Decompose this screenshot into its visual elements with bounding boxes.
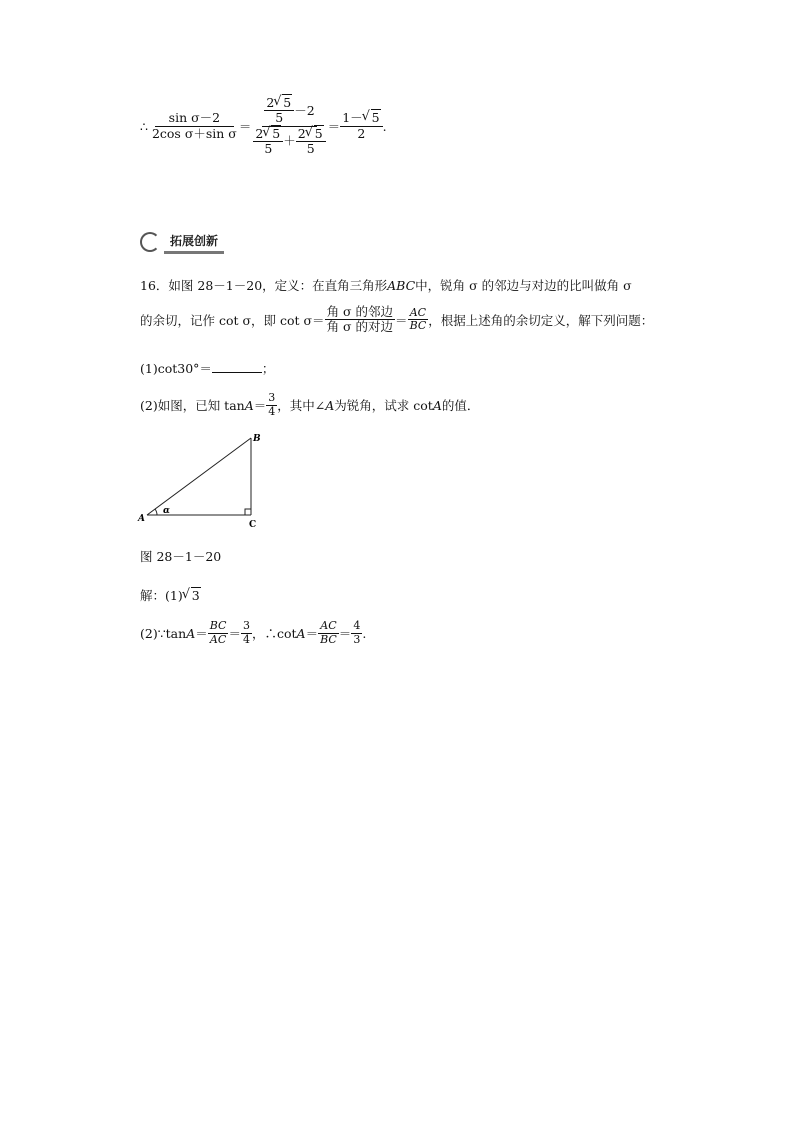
var-a: A (186, 625, 196, 641)
equals: ＝ (305, 626, 319, 642)
ac-over-bc-fraction (318, 620, 339, 646)
lhs-fraction (150, 111, 239, 141)
equals: ＝ (395, 312, 408, 328)
minus-two: －2 (294, 102, 315, 118)
solution-1 (140, 586, 201, 604)
question-1 (140, 359, 274, 377)
section-banner (140, 230, 224, 254)
middle-den-fraction-2 (296, 127, 326, 157)
question-text: ； (261, 361, 275, 376)
sqrt-symbol (183, 588, 201, 603)
frac-num: 3 (268, 391, 276, 404)
question-text: 的值． (441, 398, 480, 414)
rhs-fraction (340, 111, 382, 141)
problem-text: 16．如图 28－1－20，定义：在直角三角形 (140, 278, 388, 293)
middle-compound-fraction (251, 96, 327, 157)
frac-num: BC (209, 619, 227, 632)
bc-over-ac-fraction (208, 620, 229, 646)
question-2 (140, 392, 479, 418)
three-quarters-fraction (266, 392, 277, 418)
section-banner-label: 拓展创新 (164, 230, 224, 254)
equals-2: ＝ (327, 119, 341, 135)
figure-caption: 图 28－1－20 (140, 549, 222, 564)
lhs-denominator: 2cos σ＋sin σ (151, 125, 237, 141)
problem-text: 的余切，记作 cot σ，即 cot σ＝ (140, 312, 325, 328)
problem-text: 中，锐角 σ 的邻边与对边的比叫做角 σ (415, 278, 632, 293)
label-b: B (253, 434, 261, 444)
four-thirds-fraction (351, 620, 362, 646)
middle-num-bottom: 5 (275, 110, 284, 126)
coef: 2 (266, 95, 275, 110)
frac-den: 5 (306, 141, 315, 157)
frac-den: BC (320, 632, 337, 646)
var-a: A (432, 397, 442, 413)
middle-numerator-fraction (264, 96, 294, 126)
definition-fraction (325, 305, 395, 335)
radicand: 3 (191, 588, 200, 603)
question-text: (1)cot30°＝ (140, 361, 212, 376)
frac-num: AC (320, 619, 337, 632)
var-a: A (325, 397, 335, 413)
problem-text: ，根据上述角的余切定义，解下列问题： (428, 312, 654, 328)
triangle-figure (135, 428, 275, 530)
middle-denominator (251, 127, 327, 157)
answer-blank (212, 362, 262, 373)
solution-text: ，∴cot (251, 626, 297, 642)
three-quarters-fraction (241, 620, 252, 646)
frac-den: BC (409, 319, 427, 333)
coef: 2 (297, 125, 306, 141)
frac-num (253, 127, 283, 142)
middle-den-fraction-1 (253, 127, 283, 157)
frac-den: 3 (353, 632, 361, 646)
top-formula (140, 96, 387, 157)
radicand: 5 (314, 125, 323, 141)
period: . (382, 118, 387, 134)
ac-over-bc-fraction (408, 307, 429, 333)
frac-den: 4 (268, 404, 276, 418)
side-ab (147, 438, 251, 515)
frac-num: 4 (353, 619, 361, 632)
sqrt-symbol (274, 96, 292, 110)
angle-arc (155, 509, 157, 515)
var-a: A (296, 625, 306, 641)
equals: ＝ (228, 626, 241, 642)
coef: 2 (255, 125, 264, 141)
solution-2 (140, 620, 366, 646)
label-c: C (249, 520, 257, 530)
radicand: 5 (371, 110, 380, 126)
right-angle-mark (245, 509, 251, 515)
rhs-denominator: 2 (357, 125, 366, 141)
radicand: 5 (272, 125, 281, 141)
problem-line-2 (140, 305, 653, 335)
solution-text: 解：(1) (140, 588, 183, 603)
var-a: A (244, 397, 254, 413)
period: . (362, 625, 367, 641)
problem-line-1 (140, 276, 632, 294)
middle-numerator (262, 96, 316, 127)
sqrt-symbol (263, 127, 281, 141)
question-text: (2)如图，已知 tan (140, 398, 245, 414)
question-text: 为锐角，试求 cot (334, 398, 433, 414)
banner-logo-icon (140, 232, 160, 252)
rhs-num-pre: 1－ (342, 110, 363, 126)
frac-den: 5 (264, 141, 273, 157)
plus-sign: ＋ (283, 133, 296, 149)
label-alpha: α (163, 506, 170, 516)
sqrt-symbol (363, 111, 381, 125)
therefore-symbol: ∴ (140, 118, 148, 134)
solution-text: (2)∵tan (140, 625, 187, 641)
equals: ＝ (338, 626, 352, 642)
equals-1: ＝ (238, 119, 252, 135)
rhs-numerator (340, 111, 382, 126)
frac-den: AC (209, 632, 227, 646)
frac-num: 3 (242, 619, 250, 632)
sqrt-symbol (306, 127, 324, 141)
lhs-numerator: sin σ－2 (155, 111, 234, 126)
frac-num (296, 127, 326, 142)
triangle-name: ABC (387, 278, 416, 293)
definition-numerator: 角 σ 的邻边 (326, 304, 394, 319)
frac-den: 4 (242, 632, 250, 646)
radicand: 5 (283, 95, 292, 110)
equals: ＝ (253, 398, 267, 414)
label-a: A (138, 514, 145, 524)
frac-num: AC (409, 305, 427, 319)
middle-num-top (264, 96, 294, 111)
question-text: ，其中∠ (277, 398, 326, 414)
definition-denominator: 角 σ 的对边 (326, 319, 394, 335)
equals: ＝ (195, 626, 208, 642)
